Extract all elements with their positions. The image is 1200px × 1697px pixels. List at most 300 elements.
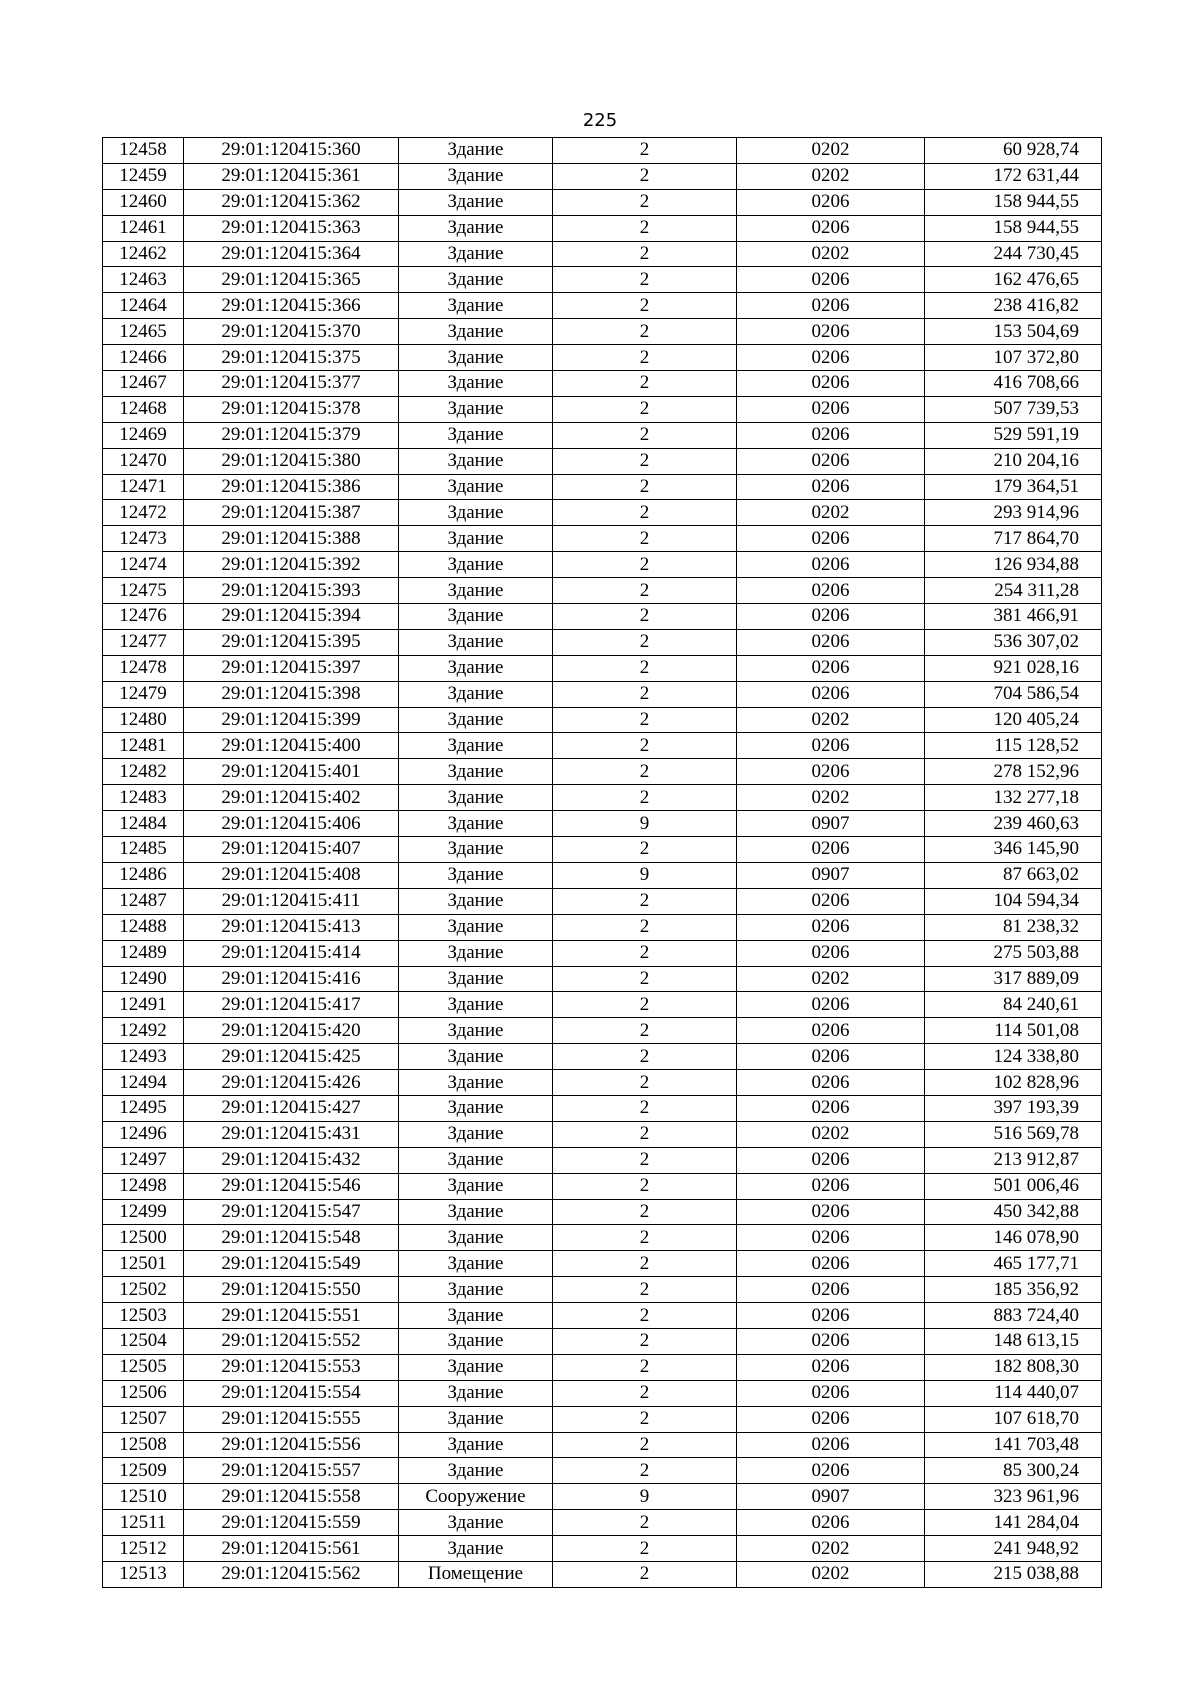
table-row	[103, 1095, 1102, 1121]
cadastral-number-cell: 29:01:120415:392	[184, 552, 399, 578]
table-row	[103, 552, 1102, 578]
row-number-cell: 12494	[103, 1070, 184, 1096]
cadastral-value-cell: 213 912,87	[925, 1147, 1102, 1173]
table-row	[103, 371, 1102, 397]
group-cell: 2	[553, 345, 737, 371]
row-number-cell: 12485	[103, 837, 184, 863]
cadastral-value-cell: 704 586,54	[925, 681, 1102, 707]
cadastral-number-cell: 29:01:120415:553	[184, 1354, 399, 1380]
cadastral-value-cell: 241 948,92	[925, 1536, 1102, 1562]
table-row	[103, 267, 1102, 293]
cadastral-number-cell: 29:01:120415:377	[184, 371, 399, 397]
row-number-cell: 12459	[103, 163, 184, 189]
cadastral-number-cell: 29:01:120415:561	[184, 1536, 399, 1562]
table-body	[103, 138, 1102, 1588]
table-row	[103, 1561, 1102, 1587]
row-number-cell: 12467	[103, 371, 184, 397]
row-number-cell: 12490	[103, 966, 184, 992]
code-cell: 0206	[737, 293, 925, 319]
code-cell: 0206	[737, 992, 925, 1018]
cadastral-value-cell: 158 944,55	[925, 215, 1102, 241]
group-cell: 2	[553, 1199, 737, 1225]
table-row	[103, 811, 1102, 837]
row-number-cell: 12508	[103, 1432, 184, 1458]
cadastral-number-cell: 29:01:120415:364	[184, 241, 399, 267]
cadastral-number-cell: 29:01:120415:432	[184, 1147, 399, 1173]
object-type-cell: Здание	[399, 707, 553, 733]
group-cell: 9	[553, 862, 737, 888]
cadastral-number-cell: 29:01:120415:548	[184, 1225, 399, 1251]
object-type-cell: Сооружение	[399, 1484, 553, 1510]
table-row	[103, 1225, 1102, 1251]
row-number-cell: 12480	[103, 707, 184, 733]
cadastral-value-cell: 115 128,52	[925, 733, 1102, 759]
row-number-cell: 12462	[103, 241, 184, 267]
object-type-cell: Здание	[399, 1380, 553, 1406]
row-number-cell: 12470	[103, 448, 184, 474]
code-cell: 0206	[737, 422, 925, 448]
cadastral-number-cell: 29:01:120415:425	[184, 1044, 399, 1070]
cadastral-value-cell: 148 613,15	[925, 1328, 1102, 1354]
group-cell: 2	[553, 293, 737, 319]
object-type-cell: Здание	[399, 500, 553, 526]
cadastral-value-cell: 60 928,74	[925, 138, 1102, 164]
object-type-cell: Здание	[399, 474, 553, 500]
group-cell: 2	[553, 655, 737, 681]
table-row	[103, 785, 1102, 811]
row-number-cell: 12505	[103, 1354, 184, 1380]
code-cell: 0907	[737, 1484, 925, 1510]
cadastral-value-cell: 238 416,82	[925, 293, 1102, 319]
code-cell: 0907	[737, 862, 925, 888]
row-number-cell: 12489	[103, 940, 184, 966]
object-type-cell: Здание	[399, 811, 553, 837]
group-cell: 2	[553, 1354, 737, 1380]
row-number-cell: 12471	[103, 474, 184, 500]
object-type-cell: Здание	[399, 1044, 553, 1070]
object-type-cell: Здание	[399, 578, 553, 604]
cadastral-number-cell: 29:01:120415:551	[184, 1303, 399, 1329]
object-type-cell: Здание	[399, 759, 553, 785]
table-row	[103, 345, 1102, 371]
cadastral-number-cell: 29:01:120415:414	[184, 940, 399, 966]
object-type-cell: Здание	[399, 1536, 553, 1562]
table-row	[103, 914, 1102, 940]
table-row	[103, 1277, 1102, 1303]
row-number-cell: 12496	[103, 1121, 184, 1147]
cadastral-value-cell: 104 594,34	[925, 888, 1102, 914]
cadastral-number-cell: 29:01:120415:558	[184, 1484, 399, 1510]
cadastral-number-cell: 29:01:120415:361	[184, 163, 399, 189]
table-row	[103, 448, 1102, 474]
code-cell: 0206	[737, 267, 925, 293]
cadastral-value-cell: 507 739,53	[925, 396, 1102, 422]
group-cell: 2	[553, 189, 737, 215]
code-cell: 0206	[737, 1147, 925, 1173]
object-type-cell: Здание	[399, 1173, 553, 1199]
group-cell: 2	[553, 500, 737, 526]
group-cell: 2	[553, 163, 737, 189]
group-cell: 2	[553, 1251, 737, 1277]
table-row	[103, 707, 1102, 733]
code-cell: 0206	[737, 215, 925, 241]
cadastral-number-cell: 29:01:120415:394	[184, 604, 399, 630]
cadastral-value-cell: 275 503,88	[925, 940, 1102, 966]
cadastral-number-cell: 29:01:120415:366	[184, 293, 399, 319]
code-cell: 0202	[737, 138, 925, 164]
code-cell: 0206	[737, 1173, 925, 1199]
object-type-cell: Здание	[399, 163, 553, 189]
table-row	[103, 241, 1102, 267]
cadastral-number-cell: 29:01:120415:407	[184, 837, 399, 863]
cadastral-number-cell: 29:01:120415:552	[184, 1328, 399, 1354]
row-number-cell: 12458	[103, 138, 184, 164]
cadastral-value-cell: 278 152,96	[925, 759, 1102, 785]
code-cell: 0206	[737, 914, 925, 940]
code-cell: 0206	[737, 1303, 925, 1329]
table-row	[103, 837, 1102, 863]
cadastral-value-cell: 293 914,96	[925, 500, 1102, 526]
group-cell: 2	[553, 681, 737, 707]
code-cell: 0206	[737, 681, 925, 707]
cadastral-number-cell: 29:01:120415:557	[184, 1458, 399, 1484]
cadastral-value-cell: 323 961,96	[925, 1484, 1102, 1510]
cadastral-value-cell: 450 342,88	[925, 1199, 1102, 1225]
cadastral-value-cell: 501 006,46	[925, 1173, 1102, 1199]
cadastral-value-cell: 346 145,90	[925, 837, 1102, 863]
table-row	[103, 629, 1102, 655]
cadastral-number-cell: 29:01:120415:550	[184, 1277, 399, 1303]
cadastral-number-cell: 29:01:120415:378	[184, 396, 399, 422]
table-row	[103, 138, 1102, 164]
code-cell: 0206	[737, 1277, 925, 1303]
table-row	[103, 189, 1102, 215]
code-cell: 0206	[737, 1458, 925, 1484]
table-row	[103, 1070, 1102, 1096]
row-number-cell: 12481	[103, 733, 184, 759]
group-cell: 2	[553, 552, 737, 578]
cadastral-value-cell: 162 476,65	[925, 267, 1102, 293]
cadastral-value-cell: 210 204,16	[925, 448, 1102, 474]
cadastral-value-cell: 921 028,16	[925, 655, 1102, 681]
group-cell: 2	[553, 1095, 737, 1121]
row-number-cell: 12475	[103, 578, 184, 604]
code-cell: 0206	[737, 1510, 925, 1536]
object-type-cell: Здание	[399, 1432, 553, 1458]
cadastral-value-cell: 107 618,70	[925, 1406, 1102, 1432]
table-row	[103, 1536, 1102, 1562]
cadastral-number-cell: 29:01:120415:547	[184, 1199, 399, 1225]
code-cell: 0202	[737, 1121, 925, 1147]
table-row	[103, 215, 1102, 241]
code-cell: 0206	[737, 1095, 925, 1121]
table-row	[103, 163, 1102, 189]
object-type-cell: Здание	[399, 629, 553, 655]
group-cell: 2	[553, 241, 737, 267]
table-row	[103, 1121, 1102, 1147]
cadastral-value-cell: 120 405,24	[925, 707, 1102, 733]
object-type-cell: Здание	[399, 526, 553, 552]
code-cell: 0206	[737, 733, 925, 759]
group-cell: 2	[553, 629, 737, 655]
group-cell: 2	[553, 707, 737, 733]
group-cell: 2	[553, 1561, 737, 1587]
cadastral-value-cell: 179 364,51	[925, 474, 1102, 500]
object-type-cell: Помещение	[399, 1561, 553, 1587]
cadastral-number-cell: 29:01:120415:554	[184, 1380, 399, 1406]
object-type-cell: Здание	[399, 422, 553, 448]
group-cell: 2	[553, 526, 737, 552]
cadastral-value-cell: 244 730,45	[925, 241, 1102, 267]
object-type-cell: Здание	[399, 1095, 553, 1121]
cadastral-number-cell: 29:01:120415:380	[184, 448, 399, 474]
cadastral-value-cell: 141 284,04	[925, 1510, 1102, 1536]
table-row	[103, 862, 1102, 888]
code-cell: 0206	[737, 1070, 925, 1096]
object-type-cell: Здание	[399, 1406, 553, 1432]
cadastral-number-cell: 29:01:120415:420	[184, 1018, 399, 1044]
table-row	[103, 733, 1102, 759]
code-cell: 0206	[737, 655, 925, 681]
cadastral-number-cell: 29:01:120415:393	[184, 578, 399, 604]
row-number-cell: 12504	[103, 1328, 184, 1354]
code-cell: 0202	[737, 707, 925, 733]
row-number-cell: 12498	[103, 1173, 184, 1199]
group-cell: 2	[553, 966, 737, 992]
code-cell: 0206	[737, 1044, 925, 1070]
cadastral-table	[102, 137, 1102, 1588]
code-cell: 0206	[737, 940, 925, 966]
cadastral-number-cell: 29:01:120415:362	[184, 189, 399, 215]
group-cell: 2	[553, 138, 737, 164]
code-cell: 0206	[737, 396, 925, 422]
table-row	[103, 293, 1102, 319]
row-number-cell: 12484	[103, 811, 184, 837]
table-row	[103, 1147, 1102, 1173]
cadastral-number-cell: 29:01:120415:387	[184, 500, 399, 526]
cadastral-value-cell: 85 300,24	[925, 1458, 1102, 1484]
code-cell: 0206	[737, 578, 925, 604]
group-cell: 2	[553, 396, 737, 422]
object-type-cell: Здание	[399, 992, 553, 1018]
cadastral-value-cell: 397 193,39	[925, 1095, 1102, 1121]
group-cell: 2	[553, 267, 737, 293]
object-type-cell: Здание	[399, 1018, 553, 1044]
group-cell: 2	[553, 1406, 737, 1432]
cadastral-value-cell: 172 631,44	[925, 163, 1102, 189]
code-cell: 0206	[737, 1018, 925, 1044]
cadastral-number-cell: 29:01:120415:411	[184, 888, 399, 914]
cadastral-number-cell: 29:01:120415:417	[184, 992, 399, 1018]
group-cell: 2	[553, 1121, 737, 1147]
cadastral-number-cell: 29:01:120415:395	[184, 629, 399, 655]
object-type-cell: Здание	[399, 785, 553, 811]
cadastral-value-cell: 141 703,48	[925, 1432, 1102, 1458]
cadastral-value-cell: 529 591,19	[925, 422, 1102, 448]
cadastral-number-cell: 29:01:120415:397	[184, 655, 399, 681]
group-cell: 2	[553, 1173, 737, 1199]
row-number-cell: 12465	[103, 319, 184, 345]
code-cell: 0202	[737, 163, 925, 189]
object-type-cell: Здание	[399, 862, 553, 888]
code-cell: 0206	[737, 448, 925, 474]
group-cell: 2	[553, 1225, 737, 1251]
cadastral-number-cell: 29:01:120415:402	[184, 785, 399, 811]
table-row	[103, 940, 1102, 966]
cadastral-value-cell: 153 504,69	[925, 319, 1102, 345]
group-cell: 2	[553, 578, 737, 604]
table-row	[103, 500, 1102, 526]
row-number-cell: 12491	[103, 992, 184, 1018]
cadastral-number-cell: 29:01:120415:559	[184, 1510, 399, 1536]
cadastral-value-cell: 84 240,61	[925, 992, 1102, 1018]
row-number-cell: 12499	[103, 1199, 184, 1225]
code-cell: 0206	[737, 371, 925, 397]
row-number-cell: 12472	[103, 500, 184, 526]
row-number-cell: 12479	[103, 681, 184, 707]
object-type-cell: Здание	[399, 1225, 553, 1251]
table-row	[103, 1458, 1102, 1484]
object-type-cell: Здание	[399, 655, 553, 681]
object-type-cell: Здание	[399, 837, 553, 863]
table-row	[103, 319, 1102, 345]
group-cell: 2	[553, 785, 737, 811]
row-number-cell: 12460	[103, 189, 184, 215]
code-cell: 0206	[737, 345, 925, 371]
cadastral-value-cell: 717 864,70	[925, 526, 1102, 552]
cadastral-value-cell: 114 440,07	[925, 1380, 1102, 1406]
object-type-cell: Здание	[399, 345, 553, 371]
cadastral-value-cell: 182 808,30	[925, 1354, 1102, 1380]
group-cell: 2	[553, 1458, 737, 1484]
row-number-cell: 12510	[103, 1484, 184, 1510]
cadastral-number-cell: 29:01:120415:413	[184, 914, 399, 940]
table-row	[103, 578, 1102, 604]
object-type-cell: Здание	[399, 966, 553, 992]
table-row	[103, 1484, 1102, 1510]
object-type-cell: Здание	[399, 215, 553, 241]
group-cell: 2	[553, 1328, 737, 1354]
group-cell: 2	[553, 604, 737, 630]
row-number-cell: 12492	[103, 1018, 184, 1044]
table-row	[103, 1380, 1102, 1406]
cadastral-value-cell: 124 338,80	[925, 1044, 1102, 1070]
table-row	[103, 992, 1102, 1018]
code-cell: 0206	[737, 474, 925, 500]
object-type-cell: Здание	[399, 396, 553, 422]
object-type-cell: Здание	[399, 552, 553, 578]
group-cell: 2	[553, 1432, 737, 1458]
code-cell: 0206	[737, 629, 925, 655]
object-type-cell: Здание	[399, 189, 553, 215]
cadastral-number-cell: 29:01:120415:360	[184, 138, 399, 164]
object-type-cell: Здание	[399, 319, 553, 345]
table-row	[103, 1406, 1102, 1432]
row-number-cell: 12506	[103, 1380, 184, 1406]
row-number-cell: 12512	[103, 1536, 184, 1562]
cadastral-value-cell: 185 356,92	[925, 1277, 1102, 1303]
cadastral-number-cell: 29:01:120415:556	[184, 1432, 399, 1458]
cadastral-value-cell: 516 569,78	[925, 1121, 1102, 1147]
group-cell: 2	[553, 992, 737, 1018]
cadastral-number-cell: 29:01:120415:365	[184, 267, 399, 293]
cadastral-number-cell: 29:01:120415:375	[184, 345, 399, 371]
object-type-cell: Здание	[399, 681, 553, 707]
cadastral-number-cell: 29:01:120415:406	[184, 811, 399, 837]
object-type-cell: Здание	[399, 888, 553, 914]
row-number-cell: 12500	[103, 1225, 184, 1251]
table-row	[103, 966, 1102, 992]
code-cell: 0202	[737, 500, 925, 526]
cadastral-value-cell: 416 708,66	[925, 371, 1102, 397]
table-row	[103, 604, 1102, 630]
code-cell: 0206	[737, 1406, 925, 1432]
row-number-cell: 12487	[103, 888, 184, 914]
object-type-cell: Здание	[399, 604, 553, 630]
row-number-cell: 12501	[103, 1251, 184, 1277]
table-row	[103, 1018, 1102, 1044]
group-cell: 2	[553, 940, 737, 966]
group-cell: 2	[553, 733, 737, 759]
object-type-cell: Здание	[399, 914, 553, 940]
object-type-cell: Здание	[399, 1277, 553, 1303]
cadastral-number-cell: 29:01:120415:546	[184, 1173, 399, 1199]
code-cell: 0206	[737, 319, 925, 345]
group-cell: 2	[553, 1510, 737, 1536]
cadastral-value-cell: 317 889,09	[925, 966, 1102, 992]
cadastral-value-cell: 107 372,80	[925, 345, 1102, 371]
row-number-cell: 12469	[103, 422, 184, 448]
object-type-cell: Здание	[399, 138, 553, 164]
cadastral-number-cell: 29:01:120415:408	[184, 862, 399, 888]
cadastral-number-cell: 29:01:120415:370	[184, 319, 399, 345]
cadastral-value-cell: 146 078,90	[925, 1225, 1102, 1251]
group-cell: 2	[553, 1070, 737, 1096]
cadastral-number-cell: 29:01:120415:386	[184, 474, 399, 500]
object-type-cell: Здание	[399, 241, 553, 267]
row-number-cell: 12503	[103, 1303, 184, 1329]
code-cell: 0206	[737, 1199, 925, 1225]
table-row	[103, 1044, 1102, 1070]
table-row	[103, 1251, 1102, 1277]
cadastral-value-cell: 126 934,88	[925, 552, 1102, 578]
table-row	[103, 1173, 1102, 1199]
object-type-cell: Здание	[399, 1147, 553, 1173]
table-row	[103, 759, 1102, 785]
group-cell: 2	[553, 1147, 737, 1173]
cadastral-value-cell: 102 828,96	[925, 1070, 1102, 1096]
row-number-cell: 12477	[103, 629, 184, 655]
cadastral-number-cell: 29:01:120415:562	[184, 1561, 399, 1587]
code-cell: 0202	[737, 785, 925, 811]
code-cell: 0206	[737, 604, 925, 630]
row-number-cell: 12507	[103, 1406, 184, 1432]
row-number-cell: 12495	[103, 1095, 184, 1121]
cadastral-value-cell: 81 238,32	[925, 914, 1102, 940]
table-row	[103, 1510, 1102, 1536]
code-cell: 0206	[737, 189, 925, 215]
cadastral-value-cell: 883 724,40	[925, 1303, 1102, 1329]
group-cell: 2	[553, 837, 737, 863]
object-type-cell: Здание	[399, 1328, 553, 1354]
object-type-cell: Здание	[399, 1510, 553, 1536]
group-cell: 2	[553, 422, 737, 448]
table-row	[103, 1303, 1102, 1329]
group-cell: 2	[553, 1536, 737, 1562]
code-cell: 0206	[737, 526, 925, 552]
cadastral-number-cell: 29:01:120415:398	[184, 681, 399, 707]
table-row	[103, 396, 1102, 422]
